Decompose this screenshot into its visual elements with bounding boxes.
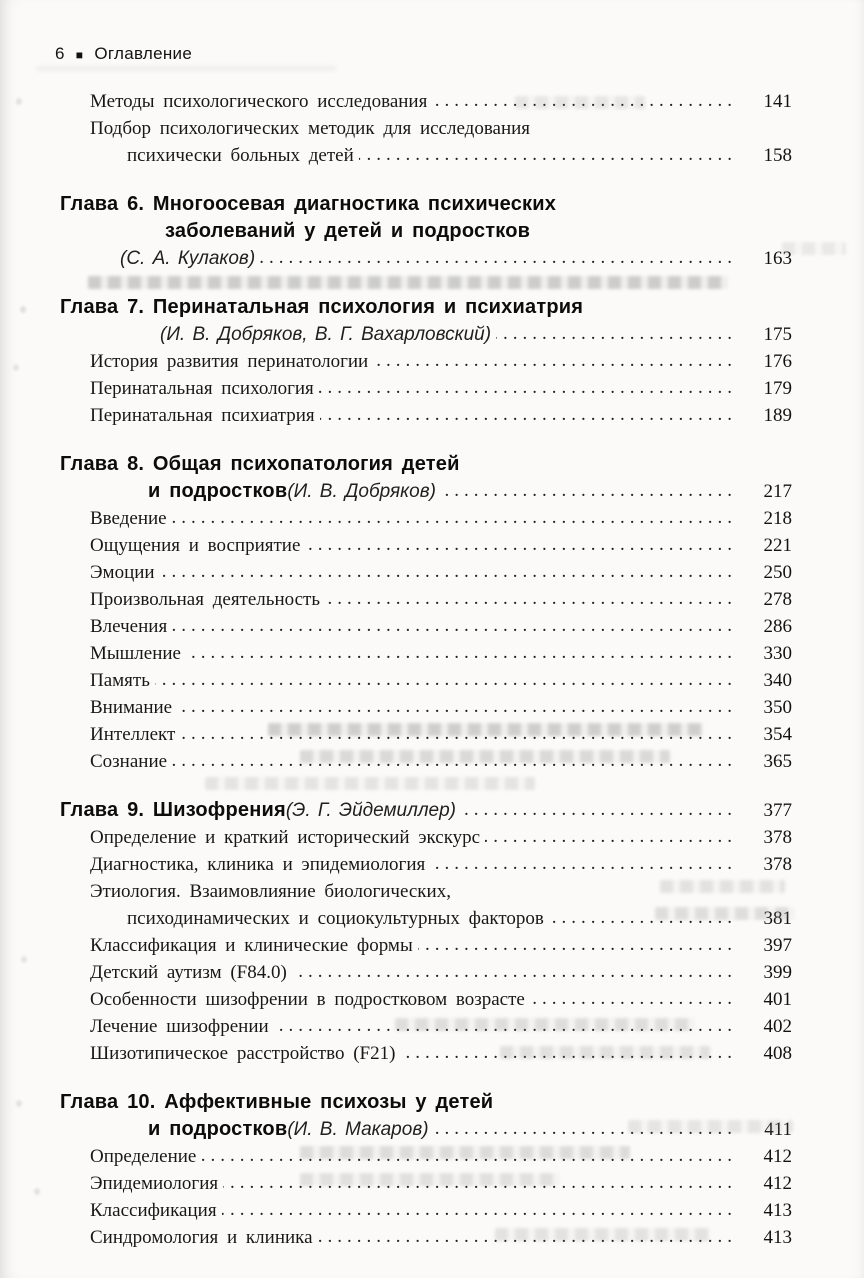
page-number: 413 bbox=[763, 1227, 792, 1248]
toc-row bbox=[0, 1197, 864, 1224]
dot-leader bbox=[172, 505, 739, 532]
toc-entry-text: Подбор психологических методик для исследования bbox=[90, 118, 531, 139]
toc-row bbox=[0, 797, 864, 824]
toc-entry-text: Мышление bbox=[90, 643, 181, 664]
toc-row bbox=[0, 191, 864, 218]
toc-entry-text: История развития перинатологии bbox=[90, 351, 369, 372]
page-number: 158 bbox=[763, 145, 792, 166]
page-number: 397 bbox=[763, 935, 792, 956]
toc-row bbox=[0, 348, 864, 375]
dot-leader bbox=[186, 640, 739, 667]
toc-row bbox=[0, 1089, 864, 1116]
toc-entry-text: психодинамических и социокультурных факторов bbox=[127, 908, 544, 929]
dot-leader bbox=[418, 932, 739, 959]
toc-entry-text: Перинатальная психиатрия bbox=[90, 405, 315, 426]
page-number: 278 bbox=[763, 589, 792, 610]
scan-speck bbox=[16, 98, 22, 105]
dot-leader bbox=[530, 986, 739, 1013]
toc-chapter-text: Глава 7. Перинатальная психология и психиатрия bbox=[60, 296, 584, 318]
scan-speck bbox=[13, 364, 19, 371]
toc-chapter-text: Глава 9. Шизофрения bbox=[60, 799, 286, 821]
toc-entry-text: Определение и краткий исторический экскурс bbox=[90, 827, 481, 848]
toc-row bbox=[0, 667, 864, 694]
toc-entry-text: Синдромология и клиника bbox=[90, 1227, 313, 1248]
show-through-smudge bbox=[495, 1228, 710, 1241]
header-page-number: 6 bbox=[55, 44, 65, 63]
toc-author-text: (И. В. Добряков, В. Г. Вахарловский) bbox=[160, 324, 492, 345]
toc-chapter-text: Глава 10. Аффективные психозы у детей bbox=[60, 1091, 494, 1113]
toc-row bbox=[0, 586, 864, 613]
page-number: 401 bbox=[763, 989, 792, 1010]
page-number: 377 bbox=[763, 800, 792, 821]
toc-entry-text: Этиология. Взаимовлияние биологических, bbox=[90, 881, 451, 902]
toc-row bbox=[0, 294, 864, 321]
page-number: 340 bbox=[763, 670, 792, 691]
toc-author-text: (С. А. Кулаков) bbox=[120, 248, 256, 269]
toc-row bbox=[0, 402, 864, 429]
show-through-smudge bbox=[655, 907, 795, 920]
toc-entry-text: Сознание bbox=[90, 751, 168, 772]
scan-streak bbox=[36, 66, 336, 71]
show-through-smudge bbox=[300, 1173, 560, 1186]
toc-entry-text: Память bbox=[90, 670, 150, 691]
toc-row bbox=[0, 115, 864, 142]
page-number: 221 bbox=[763, 535, 792, 556]
show-through-smudge bbox=[515, 96, 645, 109]
scan-speck bbox=[20, 306, 26, 313]
toc-entry-text: Влечения bbox=[90, 616, 168, 637]
toc-entry-text: Классификация и клинические формы bbox=[90, 935, 413, 956]
toc-row bbox=[0, 321, 864, 348]
page-number: 354 bbox=[763, 724, 792, 745]
toc-row bbox=[0, 88, 864, 115]
toc-entry-text: Классификация bbox=[90, 1200, 217, 1221]
show-through-smudge bbox=[782, 242, 846, 255]
show-through-smudge bbox=[300, 750, 670, 763]
toc-entry-text: Диагностика, клиника и эпидемиология bbox=[90, 854, 426, 875]
toc-row bbox=[0, 451, 864, 478]
show-through-smudge bbox=[88, 276, 728, 289]
toc-row bbox=[0, 1040, 864, 1067]
toc-entry-text: психически больных детей bbox=[127, 145, 354, 166]
toc-entry-text: Интеллект bbox=[90, 724, 176, 745]
toc-entry-text: Шизотипическое расстройство (F21) bbox=[90, 1043, 396, 1064]
toc-row bbox=[0, 613, 864, 640]
square-bullet-icon: ■ bbox=[75, 48, 84, 62]
page-number: 413 bbox=[763, 1200, 792, 1221]
toc-entry-text: Детский аутизм (F84.0) bbox=[90, 962, 287, 983]
page-number: 408 bbox=[763, 1043, 792, 1064]
toc-chapter-text: Глава 8. Общая психопатология детей bbox=[60, 453, 460, 475]
page-number: 176 bbox=[763, 351, 792, 372]
page-number: 412 bbox=[763, 1146, 792, 1167]
toc-row bbox=[0, 824, 864, 851]
toc-entry-text: Внимание bbox=[90, 697, 173, 718]
toc-row bbox=[0, 851, 864, 878]
toc-entry-text: Произвольная деятельность bbox=[90, 589, 320, 610]
dot-leader bbox=[496, 321, 739, 348]
show-through-smudge bbox=[300, 1146, 630, 1159]
page-number: 378 bbox=[763, 827, 792, 848]
dot-leader bbox=[430, 851, 739, 878]
toc-row bbox=[0, 559, 864, 586]
dot-leader bbox=[485, 824, 739, 851]
scan-speck bbox=[21, 956, 27, 963]
toc-entry-text: Ощущения и восприятие bbox=[90, 535, 301, 556]
toc-row bbox=[0, 694, 864, 721]
dot-leader bbox=[222, 1197, 739, 1224]
toc-row bbox=[0, 245, 864, 272]
page-number: 381 bbox=[763, 908, 792, 929]
toc-row bbox=[0, 932, 864, 959]
toc-row bbox=[0, 218, 864, 245]
page-number: 218 bbox=[763, 508, 792, 529]
toc-author-text: (И. В. Макаров) bbox=[287, 1119, 429, 1140]
page-number: 402 bbox=[763, 1016, 792, 1037]
page-number: 378 bbox=[763, 854, 792, 875]
dot-leader bbox=[461, 797, 739, 824]
toc-entry-text: Особенности шизофрении в подростковом возрасте bbox=[90, 989, 525, 1010]
toc-row bbox=[0, 640, 864, 667]
toc-row bbox=[0, 986, 864, 1013]
show-through-smudge bbox=[395, 1018, 695, 1031]
dot-leader bbox=[292, 959, 739, 986]
toc-entry-text: Методы психологического исследования bbox=[90, 91, 428, 112]
dot-leader bbox=[325, 586, 739, 613]
toc-row bbox=[0, 532, 864, 559]
show-through-smudge bbox=[205, 777, 535, 790]
header-title: Оглавление bbox=[94, 44, 193, 63]
dot-leader bbox=[155, 667, 739, 694]
toc-chapter-text: заболеваний у детей и подростков bbox=[165, 220, 531, 242]
dot-leader bbox=[319, 375, 739, 402]
dot-leader bbox=[260, 245, 739, 272]
page-number: 217 bbox=[763, 481, 792, 502]
toc-entry-text: Лечение шизофрении bbox=[90, 1016, 269, 1037]
toc-row bbox=[0, 478, 864, 505]
toc-block bbox=[0, 294, 864, 429]
toc-row bbox=[0, 375, 864, 402]
page-number: 175 bbox=[763, 324, 792, 345]
dot-leader bbox=[373, 348, 739, 375]
show-through-smudge bbox=[660, 880, 785, 893]
toc-row bbox=[0, 959, 864, 986]
page-number: 412 bbox=[763, 1173, 792, 1194]
page-number: 163 bbox=[763, 248, 792, 269]
dot-leader bbox=[359, 142, 739, 169]
toc-author-text: (Э. Г. Эйдемиллер) bbox=[285, 800, 457, 821]
show-through-smudge bbox=[268, 723, 703, 736]
show-through-smudge bbox=[500, 1046, 710, 1059]
toc-entry-text: Эмоции bbox=[90, 562, 155, 583]
toc-row bbox=[0, 505, 864, 532]
show-through-smudge bbox=[628, 1120, 793, 1133]
toc-entry-text: Введение bbox=[90, 508, 167, 529]
page-number: 189 bbox=[763, 405, 792, 426]
toc-entry-text: Перинатальная психология bbox=[90, 378, 314, 399]
page-number: 141 bbox=[763, 91, 792, 112]
dot-leader bbox=[177, 694, 739, 721]
page-header bbox=[55, 44, 192, 64]
page-number: 330 bbox=[763, 643, 792, 664]
page-number: 399 bbox=[763, 962, 792, 983]
toc-author-text: (И. В. Добряков) bbox=[287, 481, 436, 502]
toc bbox=[0, 88, 864, 1251]
dot-leader bbox=[305, 532, 739, 559]
scan-speck bbox=[34, 1188, 40, 1195]
dot-leader bbox=[172, 613, 739, 640]
dot-leader bbox=[441, 478, 739, 505]
toc-chapter-text: Глава 6. Многоосевая диагностика психических bbox=[60, 193, 557, 215]
toc-block bbox=[0, 1089, 864, 1251]
toc-entry-text: Определение bbox=[90, 1146, 197, 1167]
toc-row bbox=[0, 142, 864, 169]
toc-row bbox=[0, 1224, 864, 1251]
page-number: 350 bbox=[763, 697, 792, 718]
toc-entry-text: Эпидемиология bbox=[90, 1173, 219, 1194]
dot-leader bbox=[320, 402, 739, 429]
toc-chapter-text: и подростков bbox=[148, 480, 288, 502]
toc-chapter-text: и подростков bbox=[148, 1118, 288, 1140]
scan-speck bbox=[16, 1100, 22, 1107]
page-number: 286 bbox=[763, 616, 792, 637]
dot-leader bbox=[160, 559, 739, 586]
page-number: 365 bbox=[763, 751, 792, 772]
toc-block bbox=[0, 191, 864, 272]
page-number: 179 bbox=[763, 378, 792, 399]
toc-block bbox=[0, 88, 864, 169]
page-number: 250 bbox=[763, 562, 792, 583]
page-number: 411 bbox=[764, 1119, 792, 1140]
